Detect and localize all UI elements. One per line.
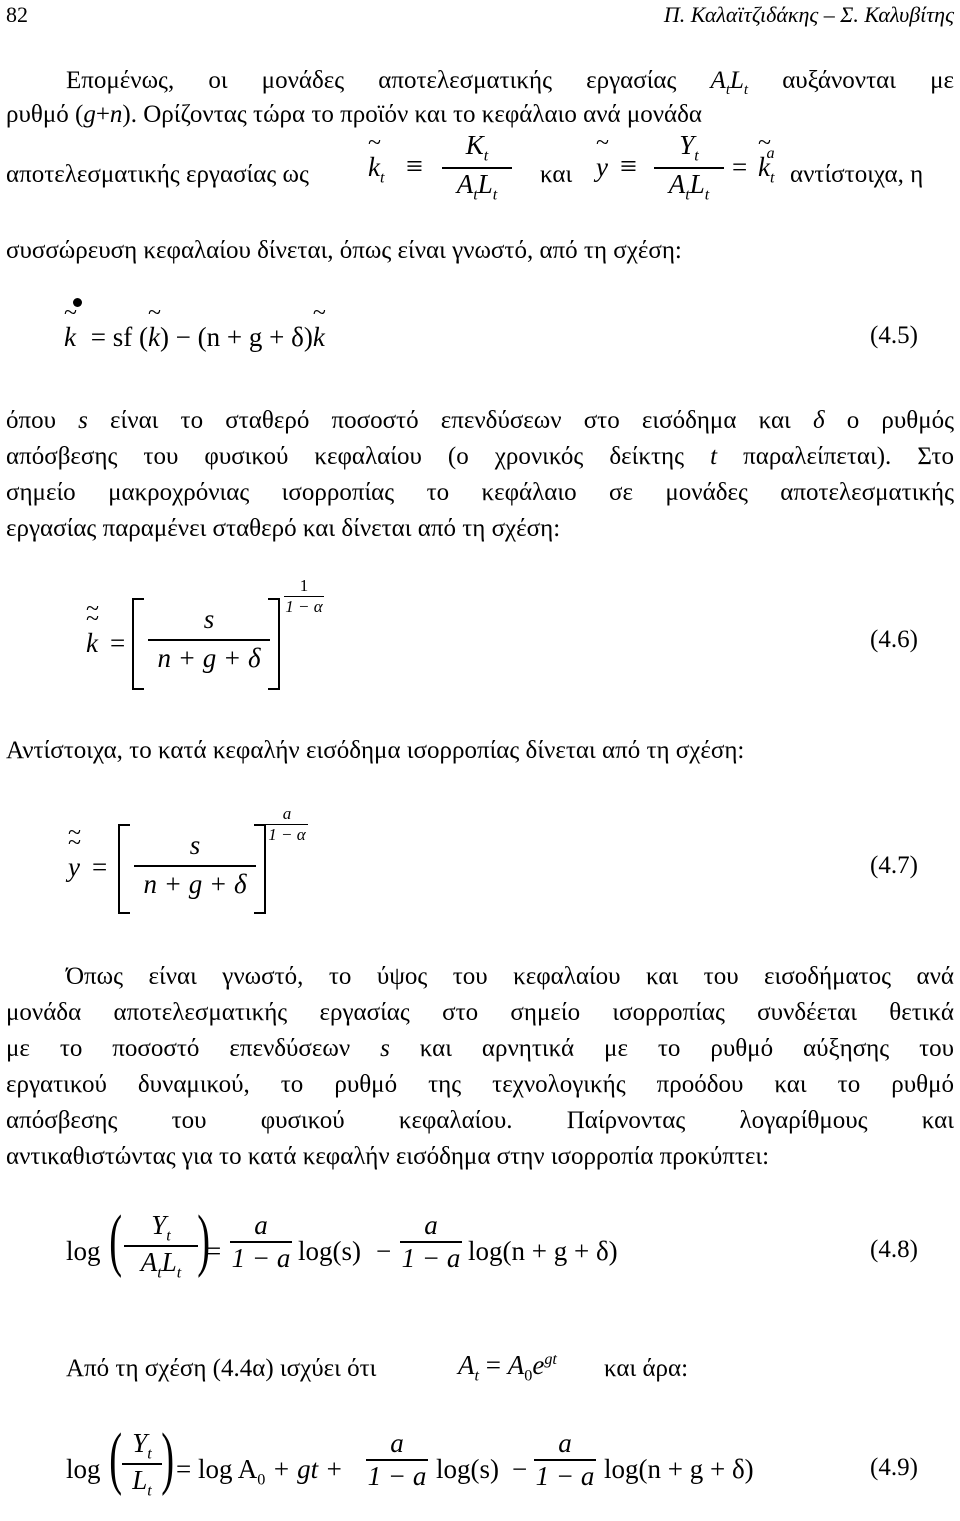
running-title: Π. Καλαϊτζιδάκης – Σ. Καλυβίτης [663,2,954,27]
eq49-log: log [66,1454,101,1484]
line5-end: και άρα: [604,1355,689,1382]
eq46-lhs: ~ k ~ [86,628,98,659]
def-y-tilde: ~ y [596,152,608,183]
eq48-equals: = [206,1236,222,1266]
para2-line3: σημείο μακροχρόνιας ισορροπίας το κεφάλαιο σε μονάδες αποτελεσματικής [6,479,954,506]
eq48-log-ngd: log(n + g + δ) [468,1236,618,1266]
eq47-exponent: a 1 − α [266,804,308,845]
para1-line1: Επομένως, οι μονάδες αποτελεσματικής εργασίας $A_tL_t$ αυξάνονται με [66,67,954,98]
para1-line3-end: αντίστοιχα, η [790,161,924,188]
equiv-sign-2: ≡ [620,150,637,183]
eq49-Y-over-L: $Y_t$ $L_t$ [122,1428,162,1501]
equation-number-4-7: (4.7) [870,852,918,879]
equation-number-4-6: (4.6) [870,626,918,653]
para4-line1: Όπως είναι γνωστό, το ύψος του κεφαλαίου και του εισοδήματος ανά [66,963,954,990]
def-k-power-a: ~ $k_t^a$ [758,152,783,187]
eq48-minus: − [376,1236,392,1266]
eq48-right-paren: ) [197,1202,211,1279]
eq48-frac1: a 1 − a [231,1210,291,1273]
eq49-frac2: a 1 − a [535,1428,595,1491]
equation-number-4-5: (4.5) [870,322,918,349]
frac-Y-over-AL: $Y_t$ $A_tL_t$ [654,130,724,205]
eq49-minus: − [512,1454,528,1484]
word-kai: και [540,161,573,188]
eq46-left-bracket [132,598,144,690]
eq49-left-paren: ( [109,1420,123,1497]
equation-number-4-9: (4.9) [870,1454,918,1481]
para4-line6: αντικαθιστώντας για το κατά κεφαλήν εισόδημα στην ισορροπία προκύπτει: [6,1143,770,1170]
eq49-log-s: log(s) [436,1454,499,1484]
para2-line2: απόσβεσης του φυσικού κεφαλαίου (ο χρονικός δείκτης t παραλείπεται). Στο [6,443,955,470]
para4-line5: απόσβεσης του φυσικού κεφαλαίου. Παίρνοντας λογαρίθμους και [6,1107,954,1134]
page-number: 82 [6,2,28,27]
para1-line3-start: αποτελεσματικής εργασίας ως [6,161,309,188]
para1-line4: συσσώρευση κεφαλαίου δίνεται, όπως είναι γνωστό, από τη σχέση: [6,237,682,264]
eq49-frac1: a 1 − a [367,1428,427,1491]
eq47-left-bracket [118,824,130,914]
page-header [0,0,960,40]
eq46-fraction: s n + g + δ [148,604,270,674]
line5-formula: $A_t = A_0e^{gt}$ [458,1350,557,1385]
equation-4-5: ~ k = sf (~ k) − (n + g + δ)~ k [64,322,325,353]
eq49-rhs-start: = $\log A_0$ + gt + [176,1454,344,1489]
eq48-frac2: a 1 − a [401,1210,461,1273]
eq46-right-bracket [268,598,280,690]
eq48-left-paren: ( [109,1202,123,1279]
eq46-exponent: 1 1 − α [285,576,323,616]
equals-sign-def: = [732,152,748,182]
def-k-tilde: ~ $k_t$ [368,152,384,187]
para4-line2: μονάδα αποτελεσματικής εργασίας στο σημείο ισορροπίας συνδέεται θετικά [6,999,954,1026]
eq46-equals: = [110,628,126,658]
eq47-right-bracket [254,824,266,914]
eq48-Y-over-AL: $Y_t$ $A_tL_t$ [124,1210,198,1283]
para4-line4: εργατικού δυναμικού, το ρυθμό της τεχνολογικής προόδου και το ρυθμό [6,1071,954,1098]
para2-line4: εργασίας παραμένει σταθερό και δίνεται από τη σχέση: [6,515,561,542]
eq47-equals: = [92,852,108,882]
eq48-log-s: log(s) [298,1236,361,1266]
eq48-log: log [66,1236,101,1266]
equiv-sign-1: ≡ [406,150,423,183]
line5-text: Από τη σχέση (4.4α) ισχύει ότι [66,1355,377,1382]
para3: Αντίστοιχα, το κατά κεφαλήν εισόδημα ισορροπίας δίνεται από τη σχέση: [6,737,745,764]
eq47-lhs: ~ y ~ [68,852,80,883]
frac-K-over-AL: $K_t$ $A_tL_t$ [442,130,512,205]
eq49-log-ngd: log(n + g + δ) [604,1454,754,1484]
para1-line2: ρυθμό (g+n). Ορίζοντας τώρα το προϊόν και το κεφάλαιο ανά μονάδα [6,101,703,128]
eq47-fraction: s n + g + δ [134,830,256,900]
equation-number-4-8: (4.8) [870,1236,918,1263]
para4-line3: με το ποσοστό επενδύσεων s και αρνητικά με το ρυθμό αύξησης του [6,1035,955,1062]
eq49-right-paren: ) [161,1420,175,1497]
para2-line1: όπου s είναι το σταθερό ποσοστό επενδύσεων στο εισόδημα και δ ο ρυθμός [6,407,955,434]
